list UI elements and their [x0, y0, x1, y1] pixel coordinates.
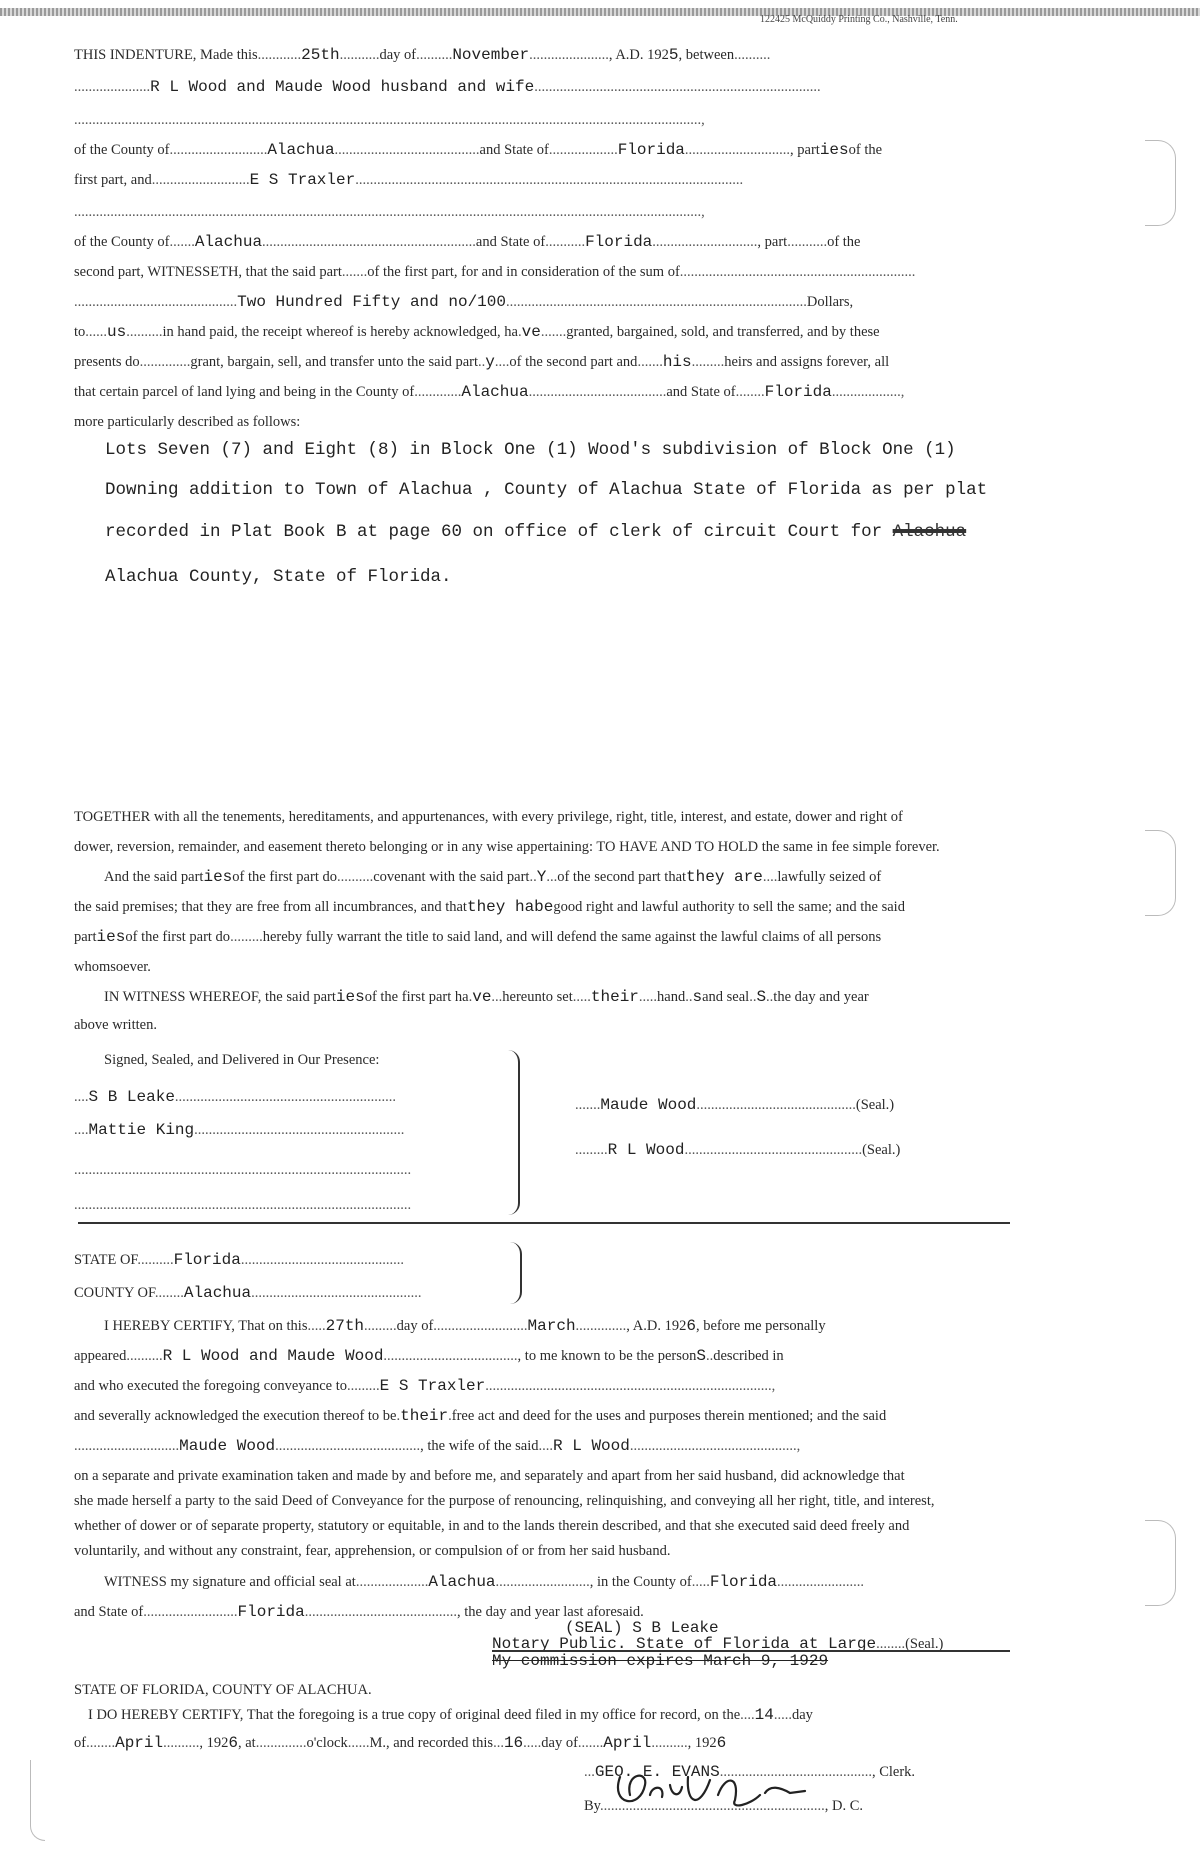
text: , between — [678, 47, 735, 63]
text: By — [584, 1798, 600, 1814]
text: day of — [396, 1318, 434, 1334]
indenture-line-9: to......us..........in hand paid, the receipt whereof is hereby acknowledged, ha.ve.......granted, bargained, sold, and transferred, and by these — [74, 323, 880, 341]
text: I HEREBY CERTIFY, That on this — [104, 1318, 308, 1334]
text: heirs and assigns forever, all — [724, 354, 890, 370]
text: and State of — [479, 142, 549, 158]
ack-line-10: WITNESS my signature and official seal at....................Alachua.........................., in the County of.....Florida........................ — [104, 1573, 865, 1591]
text: in hand paid, the receipt whereof is hereby acknowledged, ha — [162, 324, 518, 340]
text: of the second part and — [509, 354, 638, 370]
ack-line-3: and who executed the foregoing conveyance to.........E S Traxler..............................................................................., — [74, 1377, 776, 1395]
grantee-field: E S Traxler — [249, 171, 356, 189]
description-line-3 — [105, 522, 966, 542]
notary-line-1: (SEAL) S B Leake — [565, 1619, 719, 1637]
text: described in — [713, 1348, 784, 1364]
text: lawfully seized of — [777, 869, 882, 885]
s-field: s — [692, 988, 703, 1006]
text: WITNESS my signature and official seal at — [104, 1574, 356, 1590]
year-field: 6 — [686, 1317, 696, 1335]
witness-name: Mattie King — [88, 1121, 195, 1139]
place-field: Alachua — [428, 1573, 496, 1591]
indenture-line-blank-2: ............................................................................................................................................................................., — [74, 204, 705, 220]
divider — [78, 1222, 1010, 1224]
witness-line-2: ....Mattie King.......................................................... — [74, 1121, 405, 1139]
text: COUNTY OF — [74, 1285, 155, 1301]
witness-name: S B Leake — [88, 1088, 175, 1106]
text: of the first part, for and in consideration of the sum of — [367, 264, 680, 280]
county-field: Alachua — [194, 233, 263, 251]
suffix-field: ies — [819, 141, 849, 159]
day-field: 25th — [301, 46, 340, 64]
ies-field: ies — [203, 868, 233, 886]
year-field: 6 — [228, 1734, 238, 1752]
they-are-field: they are — [686, 868, 763, 886]
covenant-line-4 — [74, 897, 1010, 917]
text: the day and year — [773, 989, 869, 1005]
indenture-line-4: first part, and...........................E S Traxler........................................................................................................... — [74, 171, 744, 189]
notary-line-2: Notary Public. State of Florida at Large........(Seal.) — [492, 1635, 944, 1653]
description-line-1: Lots Seven (7) and Eight (8) in Block One (1) Wood's subdivision of Block One (1) — [105, 440, 956, 460]
witness-line-4: ............................................................................................. — [74, 1197, 412, 1213]
text: and State of — [74, 1604, 144, 1620]
clerk-line: ...GEO. E. EVANS.........................................., Clerk. — [584, 1763, 916, 1781]
punch-hole — [1145, 140, 1176, 226]
text: IN WITNESS WHEREOF, the said part — [104, 989, 336, 1005]
text: presents do — [74, 354, 140, 370]
y-field: Y — [536, 868, 547, 886]
day-field: 27th — [325, 1317, 365, 1335]
day-field: 16 — [503, 1734, 524, 1752]
ack-line-2: appeared..........R L Wood and Maude Wood....................................., to me known to be the personS..described in — [74, 1347, 784, 1365]
ies-field: ies — [96, 928, 126, 946]
deputy-line: By.............................................................., D. C. — [584, 1798, 864, 1814]
text: that certain parcel of land lying and being in the County of — [74, 384, 415, 400]
indenture-line-blank-1: ............................................................................................................................................................................., — [74, 112, 705, 128]
text: hereby fully warrant the title to said land, and will defend the same against the lawful claims of all persons — [262, 929, 882, 945]
have-field: ve — [521, 323, 541, 341]
indenture-line-6: of the County of.......Alachua...........................................................and State of...........Florida............................., part...........of the — [74, 233, 861, 251]
text: , in the County of — [589, 1574, 692, 1590]
state-field: Florida — [764, 383, 832, 401]
ack-line-4: and severally acknowledged the execution thereof to be.their.free act and deed for the uses and purposes therein mentioned; and the said — [74, 1407, 887, 1425]
text: , A.D. 192 — [626, 1318, 687, 1334]
text: , the wife of the said — [420, 1438, 539, 1454]
text: of — [74, 1735, 87, 1751]
text: I DO HEREBY CERTIFY, That the foregoing is a true copy of original deed filed in my office for record, on the — [88, 1707, 741, 1723]
text: second part, WITNESSETH, that the said part — [74, 264, 342, 280]
text: to — [74, 324, 86, 340]
text: the said premises; that they are free from all incumbrances, and that — [74, 899, 467, 915]
printer-mark: 122425 McQuiddy Printing Co., Nashville, Tenn. — [760, 14, 958, 25]
ack-county-line: COUNTY OF........Alachua............................................... — [74, 1284, 422, 1302]
their-field: their — [400, 1407, 449, 1425]
description-text: recorded in Plat Book B at page 60 on office of clerk of circuit Court for — [105, 522, 883, 542]
indenture-line-1: THIS INDENTURE, Made this............25th...........day of..........November......................, A.D. 1925, between.......... — [74, 46, 771, 64]
punch-hole — [1145, 1520, 1176, 1606]
text: , to me known to be the person — [517, 1348, 697, 1364]
indenture-line-8: .............................................Two Hundred Fifty and no/100...................................................................................Dollars, — [74, 293, 854, 311]
ack-line-1: I HEREBY CERTIFY, That on this.....27th.........day of..........................March.............., A.D. 1926, before me personally — [104, 1317, 826, 1335]
presence-label: Signed, Sealed, and Delivered in Our Presence: — [104, 1052, 380, 1068]
covenant-line-5: partiesof the first part do.........hereby fully warrant the title to said land, and will defend the same against the lawful claims of all persons — [74, 928, 882, 946]
text: , D. C. — [824, 1798, 864, 1814]
witness-line-3: ............................................................................................. — [74, 1162, 412, 1178]
clerk-name: GEO. E. EVANS — [594, 1763, 720, 1781]
recording-line-3: of........April.........., 1926, at..............o'clock......M., and recorded this...16.....day of.......April.........., 1926 — [74, 1734, 727, 1752]
notary-rule — [492, 1650, 1010, 1652]
month-field: November — [452, 46, 530, 64]
notary-commission: My commission expires March 9, 1929 — [492, 1652, 829, 1670]
day-field: 14 — [754, 1706, 774, 1724]
month-field: April — [115, 1734, 164, 1752]
text: and seal — [702, 989, 750, 1005]
text: of the County of — [74, 142, 170, 158]
venue-brace — [510, 1242, 522, 1304]
witness-line-1: ....S B Leake............................................................. — [74, 1088, 397, 1106]
text: of the first part ha — [364, 989, 469, 1005]
text: Dollars, — [806, 294, 854, 310]
year-field: 6 — [716, 1734, 727, 1752]
covenant-line-1: TOGETHER with all the tenements, hereditaments, and appurtenances, with every privilege, right, title, interest, and estate, dower and right of — [74, 809, 903, 825]
seal-label: (Seal.) — [862, 1142, 901, 1158]
struck-word: Alachua — [892, 522, 967, 542]
state-field: Florida — [617, 141, 685, 159]
county-field: Alachua — [461, 383, 529, 401]
indenture-line-11: that certain parcel of land lying and being in the County of.............Alachua......................................and State of........Florida..................., — [74, 383, 905, 401]
ies-field: ies — [335, 988, 365, 1006]
his-field: his — [662, 353, 692, 371]
sum-field: Two Hundred Fifty and no/100 — [237, 293, 506, 311]
text: And the said part — [104, 869, 204, 885]
signature-brace — [508, 1050, 520, 1215]
county-field: Alachua — [267, 141, 335, 159]
text: of the first part do — [125, 929, 231, 945]
top-border — [0, 8, 1200, 16]
ack-line-11: and State of..........................Florida.........................................., the day and year last aforesaid. — [74, 1603, 644, 1621]
text: first part, and — [74, 172, 152, 188]
county-field: Florida — [709, 1573, 778, 1591]
text: THIS INDENTURE, Made this — [74, 47, 258, 63]
husband-field: R L Wood — [553, 1437, 630, 1455]
text: and State of — [475, 234, 546, 250]
text: free act and deed for the uses and purposes therein mentioned; and the said — [451, 1408, 887, 1424]
text: and State of — [666, 384, 736, 400]
covenant-line-3: And the said partiesof the first part do..........covenant with the said part..Y...of the second part thatthey are....lawfully seized of — [104, 868, 882, 886]
text: of the — [848, 142, 883, 158]
deputy-clerk-signature — [590, 1765, 810, 1815]
text: hand — [657, 989, 686, 1005]
text: good right and lawful authority to sell the same; and the said — [553, 899, 905, 915]
s-field: S — [756, 988, 767, 1006]
their-field: their — [590, 988, 639, 1006]
ack-line-5: .............................Maude Wood........................................, the wife of the said....R L Wood.............................................., — [74, 1437, 801, 1455]
text: , 192 — [199, 1735, 229, 1751]
indenture-line-3: of the County of...........................Alachua........................................and State of...................Florida............................., partiesof the — [74, 141, 883, 159]
text: of the County of — [74, 234, 170, 250]
recording-line-2: I DO HEREBY CERTIFY, That the foregoing is a true copy of original deed filed in my office for record, on the....14.....day — [88, 1706, 813, 1724]
indenture-line-2: .....................R L Wood and Maude Wood husband and wife............................................................................... — [74, 78, 821, 96]
month-field: March — [527, 1317, 576, 1335]
year-field: 5 — [668, 46, 679, 64]
text: granted, bargained, sold, and transferred, and by these — [566, 324, 880, 340]
signer-name: R L Wood — [607, 1141, 685, 1159]
text: and who executed the foregoing conveyance to — [74, 1378, 347, 1394]
text: grant, bargain, sell, and transfer unto the said part — [190, 354, 479, 370]
seal-label: (Seal.) — [905, 1636, 944, 1652]
signer-name: Maude Wood — [600, 1096, 697, 1114]
county-field: Alachua — [183, 1284, 252, 1302]
text: , Clerk. — [871, 1764, 916, 1780]
grantors-field: R L Wood and Maude Wood husband and wife — [150, 78, 535, 96]
text: STATE OF — [74, 1252, 138, 1268]
covenant-line-2: dower, reversion, remainder, and easement thereto belonging or in any wise appertaining: TO HAVE AND TO HOLD the same in fee simple forever. — [74, 839, 940, 855]
text: , part — [757, 234, 788, 250]
text: , the day and year last aforesaid. — [456, 1604, 644, 1620]
wife-field: Maude Wood — [179, 1437, 276, 1455]
text: , A.D. 192 — [608, 47, 669, 63]
text: , part — [790, 142, 820, 158]
page-corner — [30, 1760, 45, 1841]
notary-title: Notary Public. State of Florida at Large — [492, 1635, 877, 1653]
state-field: Florida — [173, 1251, 241, 1269]
text: appeared — [74, 1348, 127, 1364]
text: hereunto set — [502, 989, 573, 1005]
description-line-4: Alachua County, State of Florida. — [105, 567, 452, 587]
text: day of — [379, 47, 417, 63]
month-field: April — [603, 1734, 652, 1752]
text: of the first part do — [232, 869, 337, 885]
recording-line-1: STATE OF FLORIDA, COUNTY OF ALACHUA. — [74, 1682, 372, 1698]
indenture-line-10: presents do..............grant, bargain, sell, and transfer unto the said part..y....of the second part and.......his.........heirs and assigns forever, all — [74, 353, 890, 371]
text: M., and recorded this — [369, 1735, 494, 1751]
ack-line-8: whether of dower or of separate property, statutory or equitable, in and to the lands therein described, and that she executed said deed freely and — [74, 1518, 910, 1534]
text: o'clock — [306, 1735, 348, 1751]
indenture-line-7: second part, WITNESSETH, that the said part.......of the first part, for and in consideration of the sum of................................................................. — [74, 264, 916, 280]
to-field: us — [107, 323, 127, 341]
state-field: Florida — [585, 233, 653, 251]
state-field: Florida — [237, 1603, 305, 1621]
signer-line-2: .........R L Wood.................................................(Seal.) — [575, 1141, 901, 1159]
seal-label: (Seal.) — [855, 1097, 895, 1113]
text: day of — [541, 1735, 578, 1751]
s-field: S — [696, 1347, 706, 1365]
text: day — [791, 1707, 813, 1723]
text: part — [74, 929, 97, 945]
ack-line-7: she made herself a party to the said Deed of Conveyance for the purpose of renouncing, relinquishing, and conveying all her right, title, and interest, — [74, 1493, 935, 1509]
text: , before me personally — [695, 1318, 826, 1334]
covenant-line-6: whomsoever. — [74, 959, 151, 975]
indenture-line-12: more particularly described as follows: — [74, 414, 301, 430]
text: of the — [827, 234, 861, 250]
grantee-field: E S Traxler — [379, 1377, 486, 1395]
description-line-2: Downing addition to Town of Alachua , County of Alachua State of Florida as per plat — [105, 480, 988, 500]
covenant-line-7: IN WITNESS WHEREOF, the said partiesof the first part ha.ve...hereunto set.....their.....hand..sand seal..S..the day and year — [104, 988, 869, 1006]
text: , 192 — [687, 1735, 717, 1751]
they-have-field: they habe — [466, 898, 554, 916]
ack-line-6: on a separate and private examination taken and made by and before me, and separately and apart from her said husband, did acknowledge that — [74, 1468, 905, 1484]
text: covenant with the said part — [373, 869, 530, 885]
text: , at — [237, 1735, 256, 1751]
names-field: R L Wood and Maude Wood — [162, 1347, 384, 1365]
ack-line-9: voluntarily, and without any constraint, fear, apprehension, or compulsion of or from her said husband. — [74, 1543, 671, 1559]
text: of the second part that — [557, 869, 687, 885]
text: and severally acknowledged the execution thereof to be — [74, 1408, 397, 1424]
ve-field: ve — [472, 988, 492, 1006]
y-field: y — [485, 353, 495, 371]
ack-state-line: STATE OF..........Florida............................................. — [74, 1251, 404, 1269]
covenant-line-8: above written. — [74, 1017, 157, 1033]
punch-hole — [1145, 830, 1176, 916]
signer-line-1: .......Maude Wood............................................(Seal.) — [575, 1096, 895, 1114]
